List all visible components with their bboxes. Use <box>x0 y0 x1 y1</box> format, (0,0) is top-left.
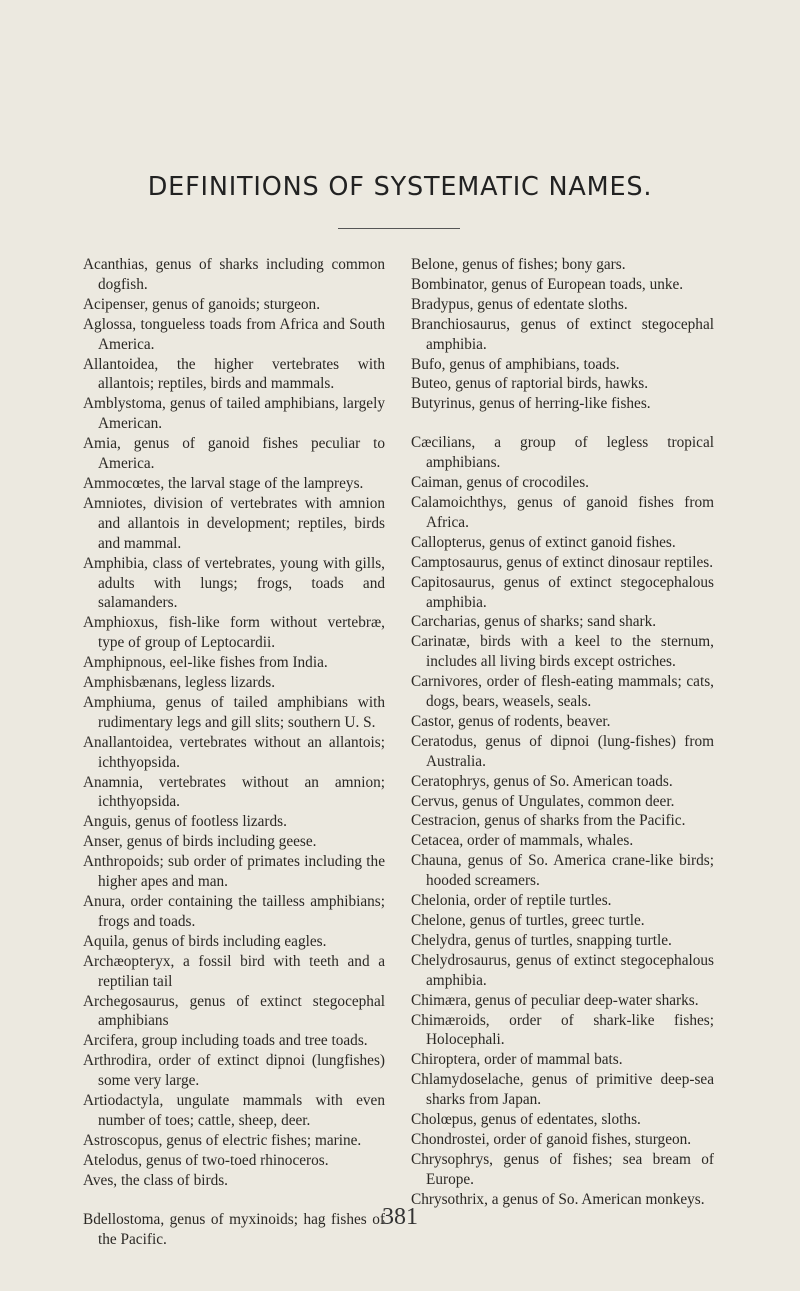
glossary-entry: Archegosaurus, genus of extinct stegocephal amphibians <box>83 992 385 1030</box>
glossary-entry: Anthropoids; sub order of primates including the higher apes and man. <box>83 853 385 891</box>
glossary-entry: Amia, genus of ganoid fishes peculiar to America. <box>83 435 385 473</box>
glossary-entry: Cervus, genus of Ungulates, common deer. <box>411 792 675 810</box>
glossary-entry: Calamoichthys, genus of ganoid fishes from Africa. <box>411 493 714 531</box>
glossary-entry: Ceratodus, genus of dipnoi (lung-fishes) from Australia. <box>411 732 714 770</box>
glossary-entry: Chelydrosaurus, genus of extinct stegocephalous amphibia. <box>411 951 714 989</box>
glossary-entry: Amphibia, class of vertebrates, young with gills, adults with lungs; frogs, toads and salamanders. <box>83 554 385 612</box>
glossary-entry: Chrysothrix, a genus of So. American monkeys. <box>411 1190 705 1208</box>
glossary-entry: Allantoidea, the higher vertebrates with allantois; reptiles, birds and mammals. <box>83 355 385 393</box>
glossary-entry: Amniotes, division of vertebrates with amnion and allantois in development; reptiles, birds and mammal. <box>83 494 385 552</box>
glossary-entry: Bradypus, genus of edentate sloths. <box>411 295 628 313</box>
glossary-entry: Acipenser, genus of ganoids; sturgeon. <box>83 295 321 313</box>
glossary-entry: Butyrinus, genus of herring-like fishes. <box>411 395 651 413</box>
glossary-entry: Cholœpus, genus of edentates, sloths. <box>411 1111 641 1129</box>
right-column <box>411 255 714 1210</box>
glossary-entry: Camptosaurus, genus of extinct dinosaur reptiles. <box>411 553 714 571</box>
glossary-entry: Arcifera, group including toads and tree toads. <box>83 1032 368 1050</box>
glossary-entry: Carinatæ, birds with a keel to the sternum, includes all living birds except ostriches. <box>411 633 714 671</box>
glossary-entry: Anura, order containing the tailless amphibians; frogs and toads. <box>83 893 385 930</box>
glossary-entry: Capitosaurus, genus of extinct stegocephalous amphibia. <box>411 573 714 611</box>
glossary-entry: Cestracion, genus of sharks from the Pacific. <box>411 812 686 830</box>
glossary-entry: Amphiuma, genus of tailed amphibians with rudimentary legs and gill slits; southern U. S. <box>83 693 385 731</box>
glossary-entry: Buteo, genus of raptorial birds, hawks. <box>411 375 649 393</box>
glossary-entry: Acanthias, genus of sharks including common dogfish. <box>83 256 385 293</box>
glossary-entry: Caiman, genus of crocodiles. <box>411 474 589 492</box>
page-title: DEFINITIONS OF SYSTEMATIC NAMES. <box>147 172 653 202</box>
glossary-entry: Anguis, genus of footless lizards. <box>83 813 287 831</box>
glossary-entry: Belone, genus of fishes; bony gars. <box>411 256 626 273</box>
glossary-entry: Chelonia, order of reptile turtles. <box>411 892 612 910</box>
glossary-entry: Bombinator, genus of European toads, unke. <box>411 275 684 293</box>
glossary-entry: Anallantoidea, vertebrates without an allantois; ichthyopsida. <box>83 733 385 771</box>
glossary-entry: Bufo, genus of amphibians, toads. <box>411 355 620 373</box>
glossary-entry: Chauna, genus of So. America crane-like birds; hooded screamers. <box>411 852 714 890</box>
glossary-entry: Bdellostoma, genus of myxinoids; hag fishes of the Pacific. <box>83 1210 385 1248</box>
glossary-entry: Callopterus, genus of extinct ganoid fishes. <box>411 533 676 551</box>
glossary-entry: Cetacea, order of mammals, whales. <box>411 832 634 850</box>
glossary-entry: Aglossa, tongueless toads from Africa and South America. <box>83 315 385 353</box>
glossary-entry: Astroscopus, genus of electric fishes; marine. <box>83 1131 362 1149</box>
glossary-entry: Amphipnous, eel-like fishes from India. <box>83 654 328 672</box>
glossary-entry: Anser, genus of birds including geese. <box>83 833 317 851</box>
glossary-entry: Branchiosaurus, genus of extinct stegocephal amphibia. <box>411 315 714 353</box>
glossary-entry: Archæopteryx, a fossil bird with teeth and a reptilian tail <box>83 952 385 990</box>
glossary-entry: Amphioxus, fish-like form without vertebræ, type of group of Leptocardii. <box>83 614 385 652</box>
glossary-entry: Carnivores, order of flesh-eating mammals; cats, dogs, bears, weasels, seals. <box>411 673 714 711</box>
glossary-entry: Chelone, genus of turtles, greec turtle. <box>411 912 645 929</box>
glossary-entry: Cæcilians, a group of legless tropical amphibians. <box>411 434 714 472</box>
glossary-entry: Chrysophrys, genus of fishes; sea bream of Europe. <box>411 1150 714 1188</box>
glossary-entry: Ammocœtes, the larval stage of the lampreys. <box>83 474 364 492</box>
left-column <box>83 255 385 1249</box>
glossary-entry: Artiodactyla, ungulate mammals with even number of toes; cattle, sheep, deer. <box>83 1092 385 1129</box>
glossary-entry: Chelydra, genus of turtles, snapping turtle. <box>411 931 672 949</box>
glossary-entry: Atelodus, genus of two-toed rhinoceros. <box>83 1151 329 1169</box>
glossary-entry: Anamnia, vertebrates without an amnion; ichthyopsida. <box>83 773 385 811</box>
glossary-entry: Amphisbænans, legless lizards. <box>83 674 276 692</box>
title-rule <box>338 228 460 229</box>
glossary-entry: Aquila, genus of birds including eagles. <box>83 932 327 950</box>
glossary-entry: Chimæra, genus of peculiar deep-water sharks. <box>411 991 699 1009</box>
page-number: 381 <box>382 1204 418 1230</box>
glossary-entry: Castor, genus of rodents, beaver. <box>411 712 611 730</box>
glossary-entry: Chiroptera, order of mammal bats. <box>411 1051 623 1069</box>
glossary-entry: Chimæroids, order of shark-like fishes; Holocephali. <box>411 1011 714 1049</box>
glossary-entry: Carcharias, genus of sharks; sand shark. <box>411 613 657 631</box>
glossary-entry: Chlamydoselache, genus of primitive deep-sea sharks from Japan. <box>411 1071 714 1109</box>
glossary-entry: Ceratophrys, genus of So. American toads. <box>411 772 673 790</box>
glossary-entry: Chondrostei, order of ganoid fishes, sturgeon. <box>411 1130 692 1148</box>
glossary-entry: Arthrodira, order of extinct dipnoi (lungfishes) some very large. <box>83 1052 385 1090</box>
section-gap <box>411 414 714 433</box>
glossary-entry: Aves, the class of birds. <box>83 1171 229 1189</box>
glossary-entry: Amblystoma, genus of tailed amphibians, largely American. <box>83 395 385 433</box>
